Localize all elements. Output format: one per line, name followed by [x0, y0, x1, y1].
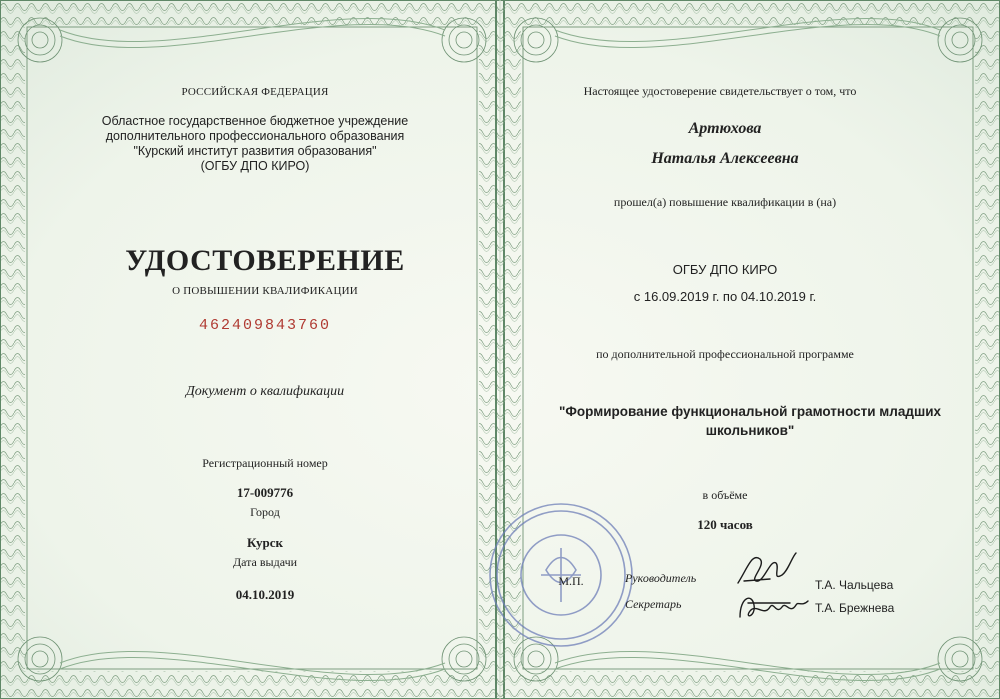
signature-marks [730, 545, 820, 630]
program-title-line: школьников" [705, 423, 795, 438]
volume-label: в объёме [702, 488, 748, 502]
volume-value: 120 часов [697, 517, 753, 532]
org-line: Областное государственное бюджетное учреждение [101, 114, 409, 128]
holder-given-names: Наталья Алексеевна [651, 150, 799, 167]
issue-date-label: Дата выдачи [232, 555, 298, 569]
document-type: Документ о квалификации [185, 384, 345, 399]
program-label: по дополнительной профессиональной программе [596, 347, 854, 361]
holder-surname: Артюхова [688, 120, 762, 137]
registration-label: Регистрационный номер [202, 456, 328, 470]
org-line: "Курский институт развития образования" [133, 144, 377, 158]
document-title: УДОСТОВЕРЕНИЕ [125, 244, 405, 277]
study-period: с 16.09.2019 г. по 04.10.2019 г. [633, 289, 817, 304]
city-value: Курск [246, 535, 284, 550]
org-line: (ОГБУ ДПО КИРО) [200, 159, 310, 173]
head-name: Т.А. Чальцева [815, 578, 894, 592]
program-title [540, 402, 960, 440]
stamp-place-label: М.П. [558, 574, 584, 588]
issue-date: 04.10.2019 [235, 587, 295, 602]
secretary-name: Т.А. Брежнева [815, 601, 895, 615]
country-name: РОССИЙСКАЯ ФЕДЕРАЦИЯ [181, 86, 329, 98]
registration-number: 17-009776 [236, 485, 294, 500]
institution-name: ОГБУ ДПО КИРО [672, 262, 778, 277]
certificate-intro: Настоящее удостоверение свидетельствует о том, что [583, 84, 857, 98]
city-label: Город [250, 505, 280, 519]
qualification-passed: прошел(а) повышение квалификации в (на) [613, 195, 837, 209]
head-label: Руководитель [625, 571, 697, 585]
program-title-line: "Формирование функциональной грамотности младших [558, 404, 942, 419]
document-subtitle: О ПОВЫШЕНИИ КВАЛИФИКАЦИИ [172, 285, 358, 297]
organization-name [100, 114, 410, 174]
org-line: дополнительного профессионального образования [105, 129, 405, 143]
secretary-label: Секретарь [625, 597, 682, 611]
serial-number: 462409843760 [198, 317, 332, 334]
